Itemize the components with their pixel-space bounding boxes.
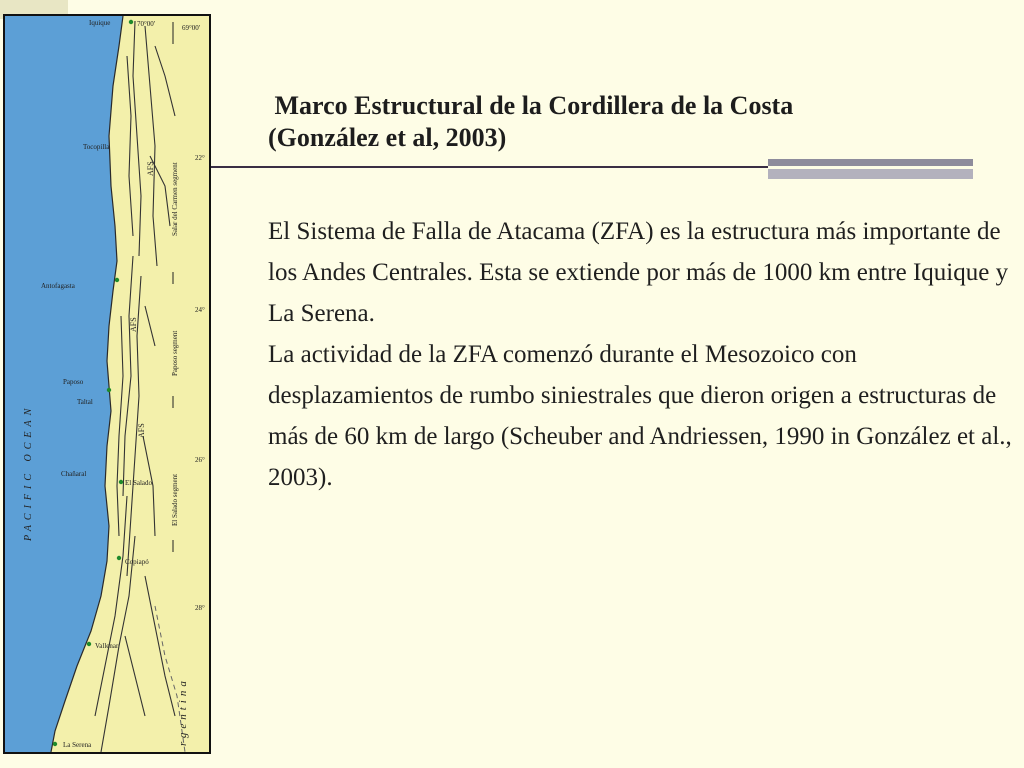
town-label: Taltal — [77, 398, 93, 406]
town-label: La Serena — [63, 741, 92, 749]
segment-label: Paposo segment — [171, 330, 179, 376]
title-accent-bar — [768, 159, 973, 179]
segment-label: Salar del Carmen segment — [171, 162, 179, 236]
fault-system-label: AFS — [146, 161, 155, 176]
latitude-label: 22° — [195, 154, 205, 162]
town-label: Paposo — [63, 378, 84, 386]
latitude-label: 24° — [195, 306, 205, 314]
latitude-label: 28° — [195, 604, 205, 612]
town-label: Copiapó — [125, 558, 149, 566]
town-label: Vallenar — [95, 642, 119, 650]
longitude-label: 69°00' — [182, 24, 201, 32]
slide-body — [268, 211, 1020, 498]
fault-system-label: AFS — [129, 317, 138, 332]
town-label: Antofagasta — [41, 282, 75, 290]
slide-title-line1: Marco Estructural de la Cordillera de la Costa — [274, 91, 794, 120]
town-label: Tocopilla — [83, 143, 110, 151]
latitude-label: 26° — [195, 456, 205, 464]
structural-map — [3, 14, 211, 754]
map-graphic — [5, 16, 209, 752]
fault-system-label: AFS — [137, 423, 146, 438]
body-paragraph: La actividad de la ZFA comenzó durante el Mesozoico con desplazamientos de rumbo siniestrales que dieron origen a estructuras de más de 60 km de largo (Scheuber and Andriessen, 1990 in González et al., 2003). — [268, 341, 1012, 491]
slide-title-line2: (González et al, 2003) — [268, 123, 507, 152]
segment-label: El Salado segment — [171, 473, 179, 526]
town-label: Chañaral — [61, 470, 87, 478]
longitude-label: 70°00' — [137, 20, 156, 28]
slide-title — [268, 90, 1008, 154]
country-label: rgentina — [177, 677, 189, 746]
body-paragraph: El Sistema de Falla de Atacama (ZFA) es la estructura más importante de los Andes Centrales. Esta se extiende por más de 1000 km entre Iquique y La Serena. — [268, 218, 1009, 327]
town-label: El Salado — [125, 479, 153, 487]
ocean-label: PACIFIC OCEAN — [23, 403, 34, 541]
town-label: Iquique — [89, 19, 111, 27]
